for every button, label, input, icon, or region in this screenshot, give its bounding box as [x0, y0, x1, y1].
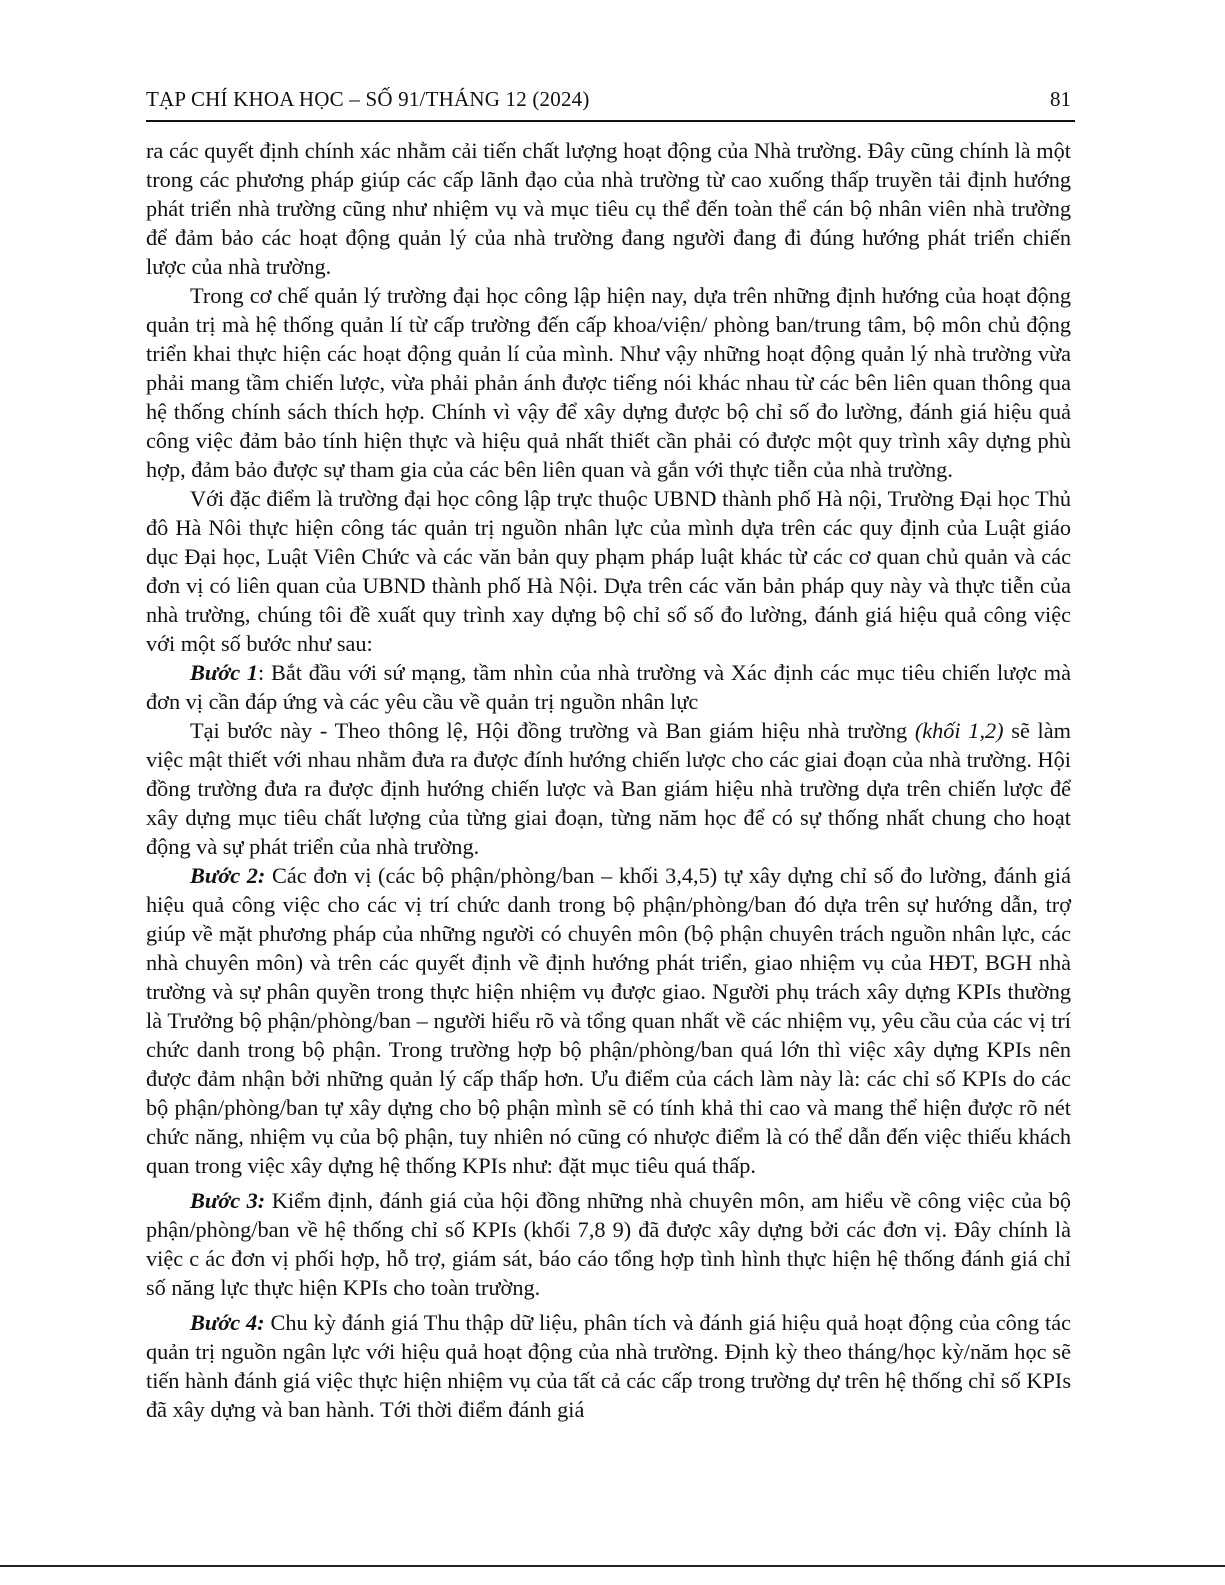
paragraph-4-emphasis: (khối 1,2)	[914, 718, 1004, 743]
paragraph-4-part-b: sẽ làm việc mật thiết với nhau nhằm đưa ra được đính hướng chiến lược cho các giai đoạn của nhà trường. Hội đồng trường đưa ra được định hướng chiến lược và Ban giám hiệu nhà trường dựa trên chiến lược để xây dựng mục tiêu chất lượng của từng giai đoạn, từng năm học để có sự thống nhất chung cho hoạt động và sự phát triển của nhà trường.	[146, 718, 1071, 859]
paragraph-2: Trong cơ chế quản lý trường đại học công lập hiện nay, dựa trên những định hướng của hoạt động quản trị mà hệ thống quản lí từ cấp trường đến cấp khoa/viện/ phòng ban/trung tâm, bộ môn chủ động triển khai thực hiện các hoạt động quản lí của mình. Như vậy những hoạt động quản lý nhà trường vừa phải mang tầm chiến lược, vừa phải phản ánh được tiếng nói khác nhau từ các bên liên quan thông qua hệ thống chính sách thích hợp. Chính vì vậy để xây dựng được bộ chỉ số đo lường, đánh giá hiệu quả công việc đảm bảo tính hiện thực và hiệu quả nhất thiết cần phải có được một quy trình xây dựng phù hợp, đảm bảo được sự tham gia của các bên liên quan và gắn với thực tiễn của nhà trường.	[146, 283, 1071, 482]
page-number: 81	[1050, 87, 1071, 111]
step-1-label: Bước 1	[190, 660, 259, 685]
step-3-label: Bước 3:	[190, 1188, 266, 1213]
paragraph-1: ra các quyết định chính xác nhằm cải tiến chất lượng hoạt động của Nhà trường. Đây cũng chính là một trong các phương pháp giúp các cấp lãnh đạo của nhà trường từ cao xuống thấp truyền tải định hướng phát triển nhà trường cũng như nhiệm vụ và mục tiêu cụ thể đến toàn thể cán bộ nhân viên nhà trường để đảm bảo các hoạt động quản lý của nhà trường đang người đang đi đúng hướng phát triển chiến lược của nhà trường.	[146, 138, 1071, 279]
running-header	[146, 82, 1075, 122]
journal-title: TẠP CHÍ KHOA HỌC – SỐ 91/THÁNG 12 (2024)	[146, 87, 590, 111]
step-3-paragraph	[146, 1186, 1071, 1302]
step-4-label: Bước 4:	[190, 1310, 265, 1335]
paragraph-4-part-a: Tại bước này - Theo thông lệ, Hội đồng trường và Ban giám hiệu nhà trường	[190, 718, 915, 743]
paragraph-4	[146, 716, 1071, 861]
step-2-label: Bước 2:	[190, 863, 266, 888]
step-4-paragraph	[146, 1308, 1071, 1424]
article-body	[146, 136, 1071, 1424]
step-4-text: Chu kỳ đánh giá Thu thập dữ liệu, phân tích và đánh giá hiệu quả hoạt động của công tác quản trị nguồn ngân lực với hiệu quả hoạt động của nhà trường. Định kỳ theo tháng/học kỳ/năm học sẽ tiến hành đánh giá việc thực hiện nhiệm vụ của tất cả các cấp trong trường dự trên hệ thống chỉ số KPIs đã xây dựng và ban hành. Tới thời điểm đánh giá	[146, 1310, 1071, 1422]
step-3-text: Kiểm định, đánh giá của hội đồng những nhà chuyên môn, am hiểu về công việc của bộ phận/phòng/ban về hệ thống chỉ số KPIs (khối 7,8 9) đã được xây dựng bởi các đơn vị. Đây chính là việc c ác đơn vị phối hợp, hỗ trợ, giám sát, báo cáo tổng hợp tình hình thực hiện hệ thống đánh giá chỉ số năng lực thực hiện KPIs cho toàn trường.	[146, 1188, 1071, 1300]
step-1-text: : Bắt đầu với sứ mạng, tầm nhìn của nhà trường và Xác định các mục tiêu chiến lược mà đơn vị cần đáp ứng và các yêu cầu về quản trị nguồn nhân lực	[146, 660, 1071, 714]
step-2-paragraph	[146, 861, 1071, 1180]
paragraph-3: Với đặc điểm là trường đại học công lập trực thuộc UBND thành phố Hà nội, Trường Đại học Thủ đô Hà Nôi thực hiện công tác quản trị nguồn nhân lực của mình dựa trên các quy định của Luật giáo dục Đại học, Luật Viên Chức và các văn bản quy phạm pháp luật khác từ các cơ quan chủ quản và các đơn vị có liên quan của UBND thành phố Hà Nội. Dựa trên các văn bản pháp quy này và thực tiễn của nhà trường, chúng tôi đề xuất quy trình xay dựng bộ chỉ số số đo lường, đánh giá hiệu quả công việc với một số bước như sau:	[146, 486, 1071, 656]
scan-bottom-edge	[0, 1565, 1225, 1567]
step-2-text: Các đơn vị (các bộ phận/phòng/ban – khối 3,4,5) tự xây dựng chỉ số đo lường, đánh giá hiệu quả công việc cho các vị trí chức danh trong bộ phận/phòng/ban đó dựa trên sự hướng dẫn, trợ giúp về mặt phương pháp của những người có chuyên môn (bộ phận chuyên trách nguồn nhân lực, các nhà chuyên môn) và trên các quyết định về định hướng phát triển, giao nhiệm vụ của HĐT, BGH nhà trường và sự phân quyền trong thực hiện nhiệm vụ được giao. Người phụ trách xây dựng KPIs thường là Trưởng bộ phận/phòng/ban – người hiểu rõ và tổng quan nhất về các nhiệm vụ, yêu cầu của các vị trí chức danh trong bộ phận. Trong trường hợp bộ phận/phòng/ban quá lớn thì việc xây dựng KPIs nên được đảm nhận bởi những quản lý cấp thấp hơn. Ưu điểm của cách làm này là: các chỉ số KPIs do các bộ phận/phòng/ban tự xây dựng cho bộ phận mình sẽ có tính khả thi cao và mang thể hiện được rõ nét chức năng, nhiệm vụ của bộ phận, tuy nhiên nó cũng có nhược điểm là có thể dẫn đến việc thiếu khách quan trong việc xây dựng hệ thống KPIs như: đặt mục tiêu quá thấp.	[146, 863, 1071, 1178]
step-1-paragraph	[146, 658, 1071, 716]
